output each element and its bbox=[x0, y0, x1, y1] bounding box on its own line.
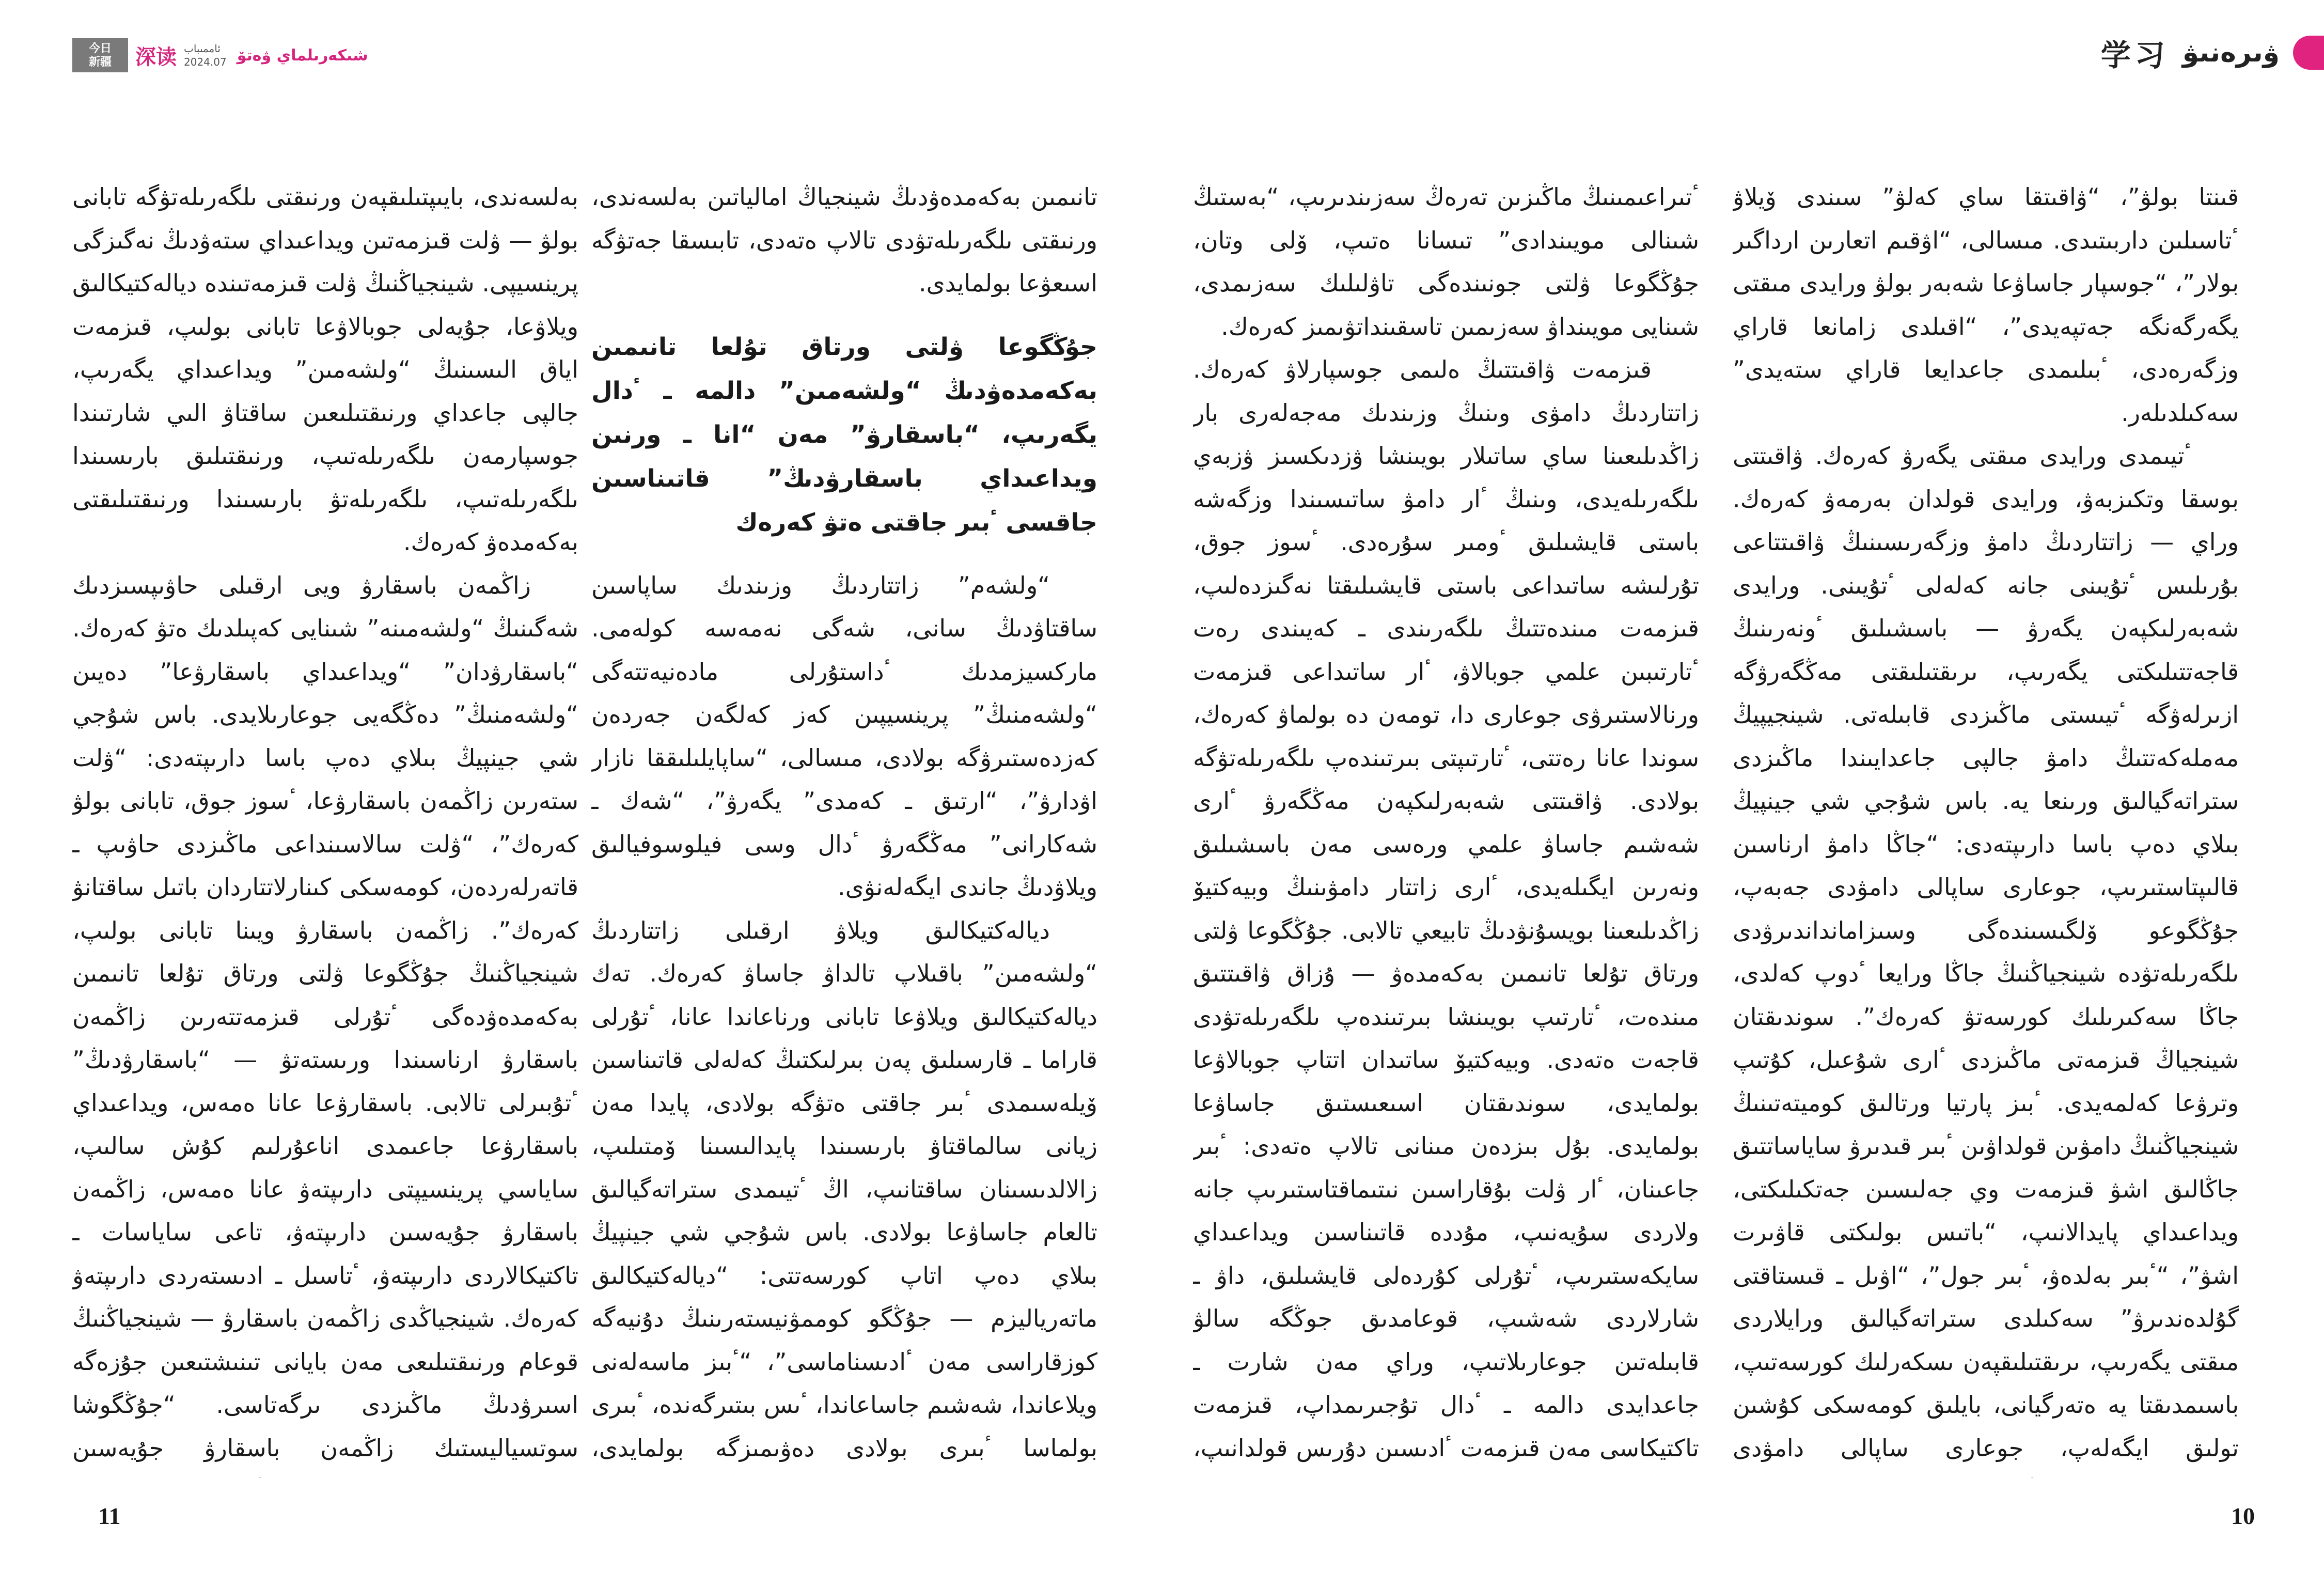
page-number-left: 11 bbox=[98, 1503, 121, 1529]
body-paragraph: ٴتيىمدى ورايدى مىقتى يگەرۋ كەرەك. ۋاقىتتى بوسقا وتكىزبەۋ، ورايدى قولدان بەرمەۋ كەرەك. وراي — زاتتاردىڭ دامۋ وزگەرىسىنىڭ ۋاقىتتاعى بۇرىلىس ٴتۇيىنى جانە كەلەلى ٴتۇيىنى. ورايدى شەبەرلىكپەن يگەرۋ — باسشىلىق ٴونەرىنىڭ قاجەتتىلىكتى يگەرىپ، ىرىقتىلىقتى مەڭگەرۋگە ازىرلەۋگە ٴتيىستى ماڭىزدى قابىلەتى. شينجيپيڭ مەملەكەتتىڭ دامۋ جالپى جاعدايىندا ماڭىزدى ستراتەگيالىق ورىنعا يە. باس شۇجي شي جينپيڭ بىلاي دەپ باسا دارىپتەدى: “جاڭا دامۋ ارناسىن قالىپتاستىرىپ، جوعارى ساپالى دامۋدى جەبەپ، جۇڭگوعو ۆلگىسىندەگى وسىزامانداندىرۋدى ىلگەرىلەتۋدە شينجياڭنىڭ جاڭا ورايعا ٴدوپ كەلدى، جاڭا سەكىرىلىك كورسەتۋ كەرەك”. سوندىقتان شينجياڭ قىزمەتى ماڭىزدى ٴارى شۇعىل، كۇتىپ وترۋعا كەلمەيدى. ٴبىز پارتيا ورتالىق كوميتەتىنىڭ شينجياڭنىڭ دامۋىن قولداۋىن ٴبىر قىدىرۋ ساياساتتىق جاڭالىق اشۋ قىزمەت وي جەلىسىن جەتكىلىكتى، ويداعىداي پايدالانىپ، “باتىس بولىكتى قاۋىرت اشۋ”، “ٴبىر بەلدەۋ، ٴبىر جول”، “اۋىل ـ قىستاقتى گۇلدەندىرۋ” سەكىلدى ستراتەگيالىق ورايلاردى مىقتى يگەرىپ، ىرىقتىلىقپەن ىسكەرلىك كورسەتىپ، باسىمدىقتا يە ەتەرگيانى، بايلىق كومەسكى كۇشىن تولىق ايگەلەپ، جوعارى ساپالى دامۋدى bbox=[1733, 442, 2239, 1462]
section-heading: جۇڭگوعا ۋلتى ورتاق تۇلعا تانىمىن بەكەمدەۋدىڭ “ولشەمىن” دالمە ـ ٴدال يگەرىپ، “باسقارۋ” مەن “انا ـ ورنىن ويداعىداي باسقارۋدىڭ” قاتىناسىن جاقسى ٴبىر جاقتى ەتۋ كەرەك bbox=[591, 332, 1097, 537]
issue-date: 2024.07 bbox=[184, 56, 227, 68]
logo-top-text: 今日 bbox=[88, 42, 112, 55]
deep-read-label: 深读 bbox=[135, 45, 177, 69]
body-paragraph: ٴتىراعىمىنىڭ ماڭىزىن تەرەڭ سەزىندىرىپ، “بەستىڭ شىنالى مويىندادى” تىسانا ەتىپ، ۆلى وتان، جۇڭگوعا ۋلتى جونىندەگى تاۋلىلىك سەزىمدى، شىنايى مويىنداۋ سەزىمىن تاسقىنداتۋىمىز كەرەك. bbox=[1193, 183, 1699, 340]
text-column-2 bbox=[1193, 176, 1699, 1477]
header-right bbox=[2101, 32, 2324, 73]
section-tab-marker bbox=[2293, 36, 2324, 70]
body-paragraph: “ولشەم” زاتتاردىڭ وزىندىك ساپاسىن ساقتاۋدىڭ سانى، شەگى نەمەسە كولەمى. ماركسيزمدىك ٴداستۇرلى مادەنيەتتەگى “ولشەمنىڭ” پرينسيپىن كەز كەلگەن جەردەن كەزدەستىرۋگە بولادى، مىسالى، “ساپايلىلىققا نازار اۋدارۋ”، “ارتىق ـ كەمدى” يگەرۋ”، “شەك ـ شەكارانى” مەڭگەرۋ ٴدال وسى فيلوسوفيالىق ويلاۋدىڭ جاندى ايگەلەنۋى. bbox=[591, 571, 1097, 901]
section-title-cn: 学习 bbox=[2100, 38, 2169, 73]
body-paragraph: ديالەكتيكالىق ويلاۋ ارقىلى زاتتاردىڭ “ولشەمىن” باقىلاپ تالداۋ جاساۋ كەرەك. تەك ديالەكتيكالىق ويلاۋعا تابانى ورناعاندا عانا، ٴتۇرلى قاراما ـ قارسىلىق پەن بىرلىكتىڭ كەلەلى قاتىناسىن ۆيلەسىمدى ٴبىر جاقتى ەتۋگە بولادى، پايدا مەن زيانى سالماقتاۋ بارىسىندا پايدالىسىنا ۆمتىلىپ، زالالدىسىنان ساقتانىپ، اڭ ٴتيىمدى ستراتەگيالىق تالعام جاساۋعا بولادى. باس شۇجي شي جينپيڭ بىلاي دەپ اتاپ كورسەتتى: “ديالەكتيكالىق ماتەرياليزم — جۇڭگو كوممۋنيستەرىنىڭ دۇنيەگە كوزقاراسى مەن ٴادىسناماسى”، “ٴبىز ماسەلەنى ويلاعاندا، شەشىم جاساعاندا، ٴىس بىتىرگەندە، ٴبىرى بولماسا ٴبىرى بولادى دەۋىمىزگە بولمايدى، bbox=[591, 916, 1097, 1462]
body-paragraph: قىزمەت ۋاقىتتىڭ ەلىمى جوسپارلاۋ كەرەك. زاتتاردىڭ دامۋى وىنىڭ وزىندىك مەجەلەرى بار زاڭدىلىعىنا ساي ساتىلار بويىنشا ۋزدىكسىز ۋزبەي ىلگەرىلەيدى، وىنىڭ ٴار دامۋ ساتىسىندا وزگەشە باستى قايشىلىق ٴومىر سۇرەدى. ٴسوز جوق، تۇرلىشە ساتىداعى باستى قايشىلىقتا نەگىزدەلىپ، قىزمەت مىندەتتىڭ ىلگەرىندى ـ كەيىندى رەت ٴتارتىبىن علمي جوبالاۋ، ٴار ساتىداعى قىزمەت ورنالاستىرۋى جوعارى دا، تومەن دە بولماۋ كەرەك، سوندا عانا رەتتى، ٴتارتىپتى بىرتىندەپ ىلگەرىلەتۋگە بولادى. ۋاقىتتى شەبەرلىكپەن مەڭگەرۋ ٴارى شەشىم جاساۋ علمي ورەسى مەن باسشىلىق ونەرىن ايگىلەيدى، ٴارى زاتتار دامۋىنىڭ وبيەكتيۆ زاڭدىلىعىنا بويسۇنۋدىڭ تابيعي تالابى. جۇڭگوعا ۋلتى ورتاق تۇلعا تانىمىن بەكەمدەۋ — ۇزاق ۋاقىتتىق مىندەت، ٴتارتىپ بويىنشا بىرتىندەپ ىلگەرىلەتۋدى قاجەت ەتەدى. وبيەكتيۆ ساتىدان اتتاپ جوبالاۋعا بولمايدى، سوندىقتان اسىعىستىق جاساۋعا بولمايدى. بۇل بىزدەن مىنانى تالاپ ەتەدى: ٴبىر جاعىنان، ٴار ۋلت بۇقاراسىن نىتىماقتاستىرىپ جانە ولاردى سۇيەنىپ، مۇددە قاتىناسىن ويداعىداي سايكەستىرىپ، ٴتۇرلى كۇردەلى قايشىلىق، داۋ ـ شارلاردى شەشىپ، قوعامدىق جوڭگە سالۋ قابىلەتىن جوعارىلاتىپ، وراي مەن شارت ـ جاعدايدى دالمە ـ ٴدال تۇجىرىمداپ، قىزمەت تاكتيكاسى مەن قىزمەت ٴادىسىن دۇرىس قولدانىپ، bbox=[1193, 355, 1699, 1462]
body-paragraph: قىنتا بولۋ”، “ۋاقىتقا ساي كەلۋ” سىندى ۆيلاۋ ٴتاسىلىن داربىتىدى. مىسالى، “اۋقىم اتعارىن ارداگىر بولار”، “جوسپار جاساۋعا شەبەر بولۋ ورايدى مىقتى يگەرگەنگە جەتپەيدى”، “اقىلدى زامانعا قاراي وزگەرەدى، ٴبىلىمدى جاعدايعا قاراي ستەيدى” سەكىلدىلەر. bbox=[1733, 183, 2239, 427]
header-left bbox=[72, 37, 368, 73]
body-paragraph: زاڭمەن باسقارۋ ويى ارقىلى حاۋىپسىزدىك شەگىنىڭ “ولشەمىنە” شىنايى كەپىلدىك ەتۋ كەرەك. “باسقارۋدان” “ويداعىداي باسقارۋعا” دەيىن “ولشەمنىڭ” دەڭگەيى جوعارىلايدى. باس شۇجي شي جينپيڭ بىلاي دەپ باسا دارىپتەدى: “ۋلت ستەرىن زاڭمەن باسقارۋعا، ٴسوز جوق، تابانى بولۋ كەرەك”، “ۋلت سالاسىنداعى ماڭىزدى حاۋىپ ـ قاتەرلەردەن، كومەسكى كىنارلاتتاردان باتىل ساقتانۋ كەرەك”. زاڭمەن باسقارۋ ويىنا تابانى بولىپ، شينجياڭنىڭ جۇڭگوعا ۋلتى ورتاق تۇلعا تانىمىن بەكەمدەۋدەگى ٴتۇرلى قىزمەتتەرىن زاڭمەن باسقارۋ ارناسىندا ورىستەتۋ — “باسقارۋدىڭ” ٴتۇبىرلى تالابى. باسقارۋعا عانا ەمەس، ويداعىداي باسقارۋعا جاعىمدى اناعۇرلىم كۇش سالىپ، ساياسي پرينسيپتى دارىپتەۋ عانا ەمەس، زاڭمەن باسقارۋ جۇيەسىن دارىپتەۋ، تاعى ساياسات ـ تاكتيكالاردى دارىپتەۋ، ٴتاسىل ـ ادىستەردى دارىپتەۋ كەرەك. شينجياڭدى زاڭمەن باسقارۋ — شينجياڭنىڭ قوعام ورنىقتىلىعى مەن بايانى تىنىشتىعىن جۇزەگە اسىرۋدىڭ ماڭىزدى ىرگەتاسى. “جۇڭگوشا سوتسياليستىك زاڭمەن باسقارۋ جۇيەسىن bbox=[72, 571, 578, 1462]
text-column-1 bbox=[1733, 176, 2239, 1477]
magazine-title: شىكەرىلماي ۋەتۆ bbox=[237, 46, 368, 65]
section-title-ug: ۋىرەنىۋ bbox=[2182, 37, 2280, 68]
issue-mini-label: ئاممىباب bbox=[184, 42, 221, 55]
text-column-4 bbox=[72, 176, 578, 1477]
logo-bottom-text: 新疆 bbox=[88, 55, 112, 69]
issue-info bbox=[184, 42, 227, 69]
body-paragraph: بەلسەندى، بايىپتىلىقپەن ورنىقتى ىلگەرىلەتۋگە تابانى بولۋ — ۋلت قىزمەتىن ويداعىداي ستەۋدىڭ نەگىزگى پرينسيپى. شينجياڭنىڭ ۋلت قىزمەتىندە ديالەكتيكالىق ويلاۋعا، جۇيەلى جوبالاۋعا تابانى بولىپ، قىزمەت اياق الىسىنىڭ “ولشەمىن” ويداعىداي يگەرىپ، جالپى جاعداي ورنىقتىلىعىن ساقتاۋ الىي شارتىندا جوسپارمەن ىلگەرىلەتىپ، ورنىقتىلىق بارىسىندا ىلگەرىلەتىپ، ىلگەرىلەتۋ بارىسىندا ورنىقتىلىقتى بەكەمدەۋ كەرەك. bbox=[72, 183, 578, 556]
magazine-logo bbox=[72, 38, 128, 72]
text-column-3 bbox=[591, 176, 1097, 1477]
page-number-right: 10 bbox=[2231, 1503, 2255, 1529]
body-paragraph: تانىمىن بەكەمدەۋدىڭ شينجياڭ امالياتىن بەلسەندى، ورنىقتى ىلگەرىلەتۋدى تالاپ ەتەدى، تابىسقا جەتۋگە اسىعۋعا بولمايدى. bbox=[591, 183, 1097, 297]
